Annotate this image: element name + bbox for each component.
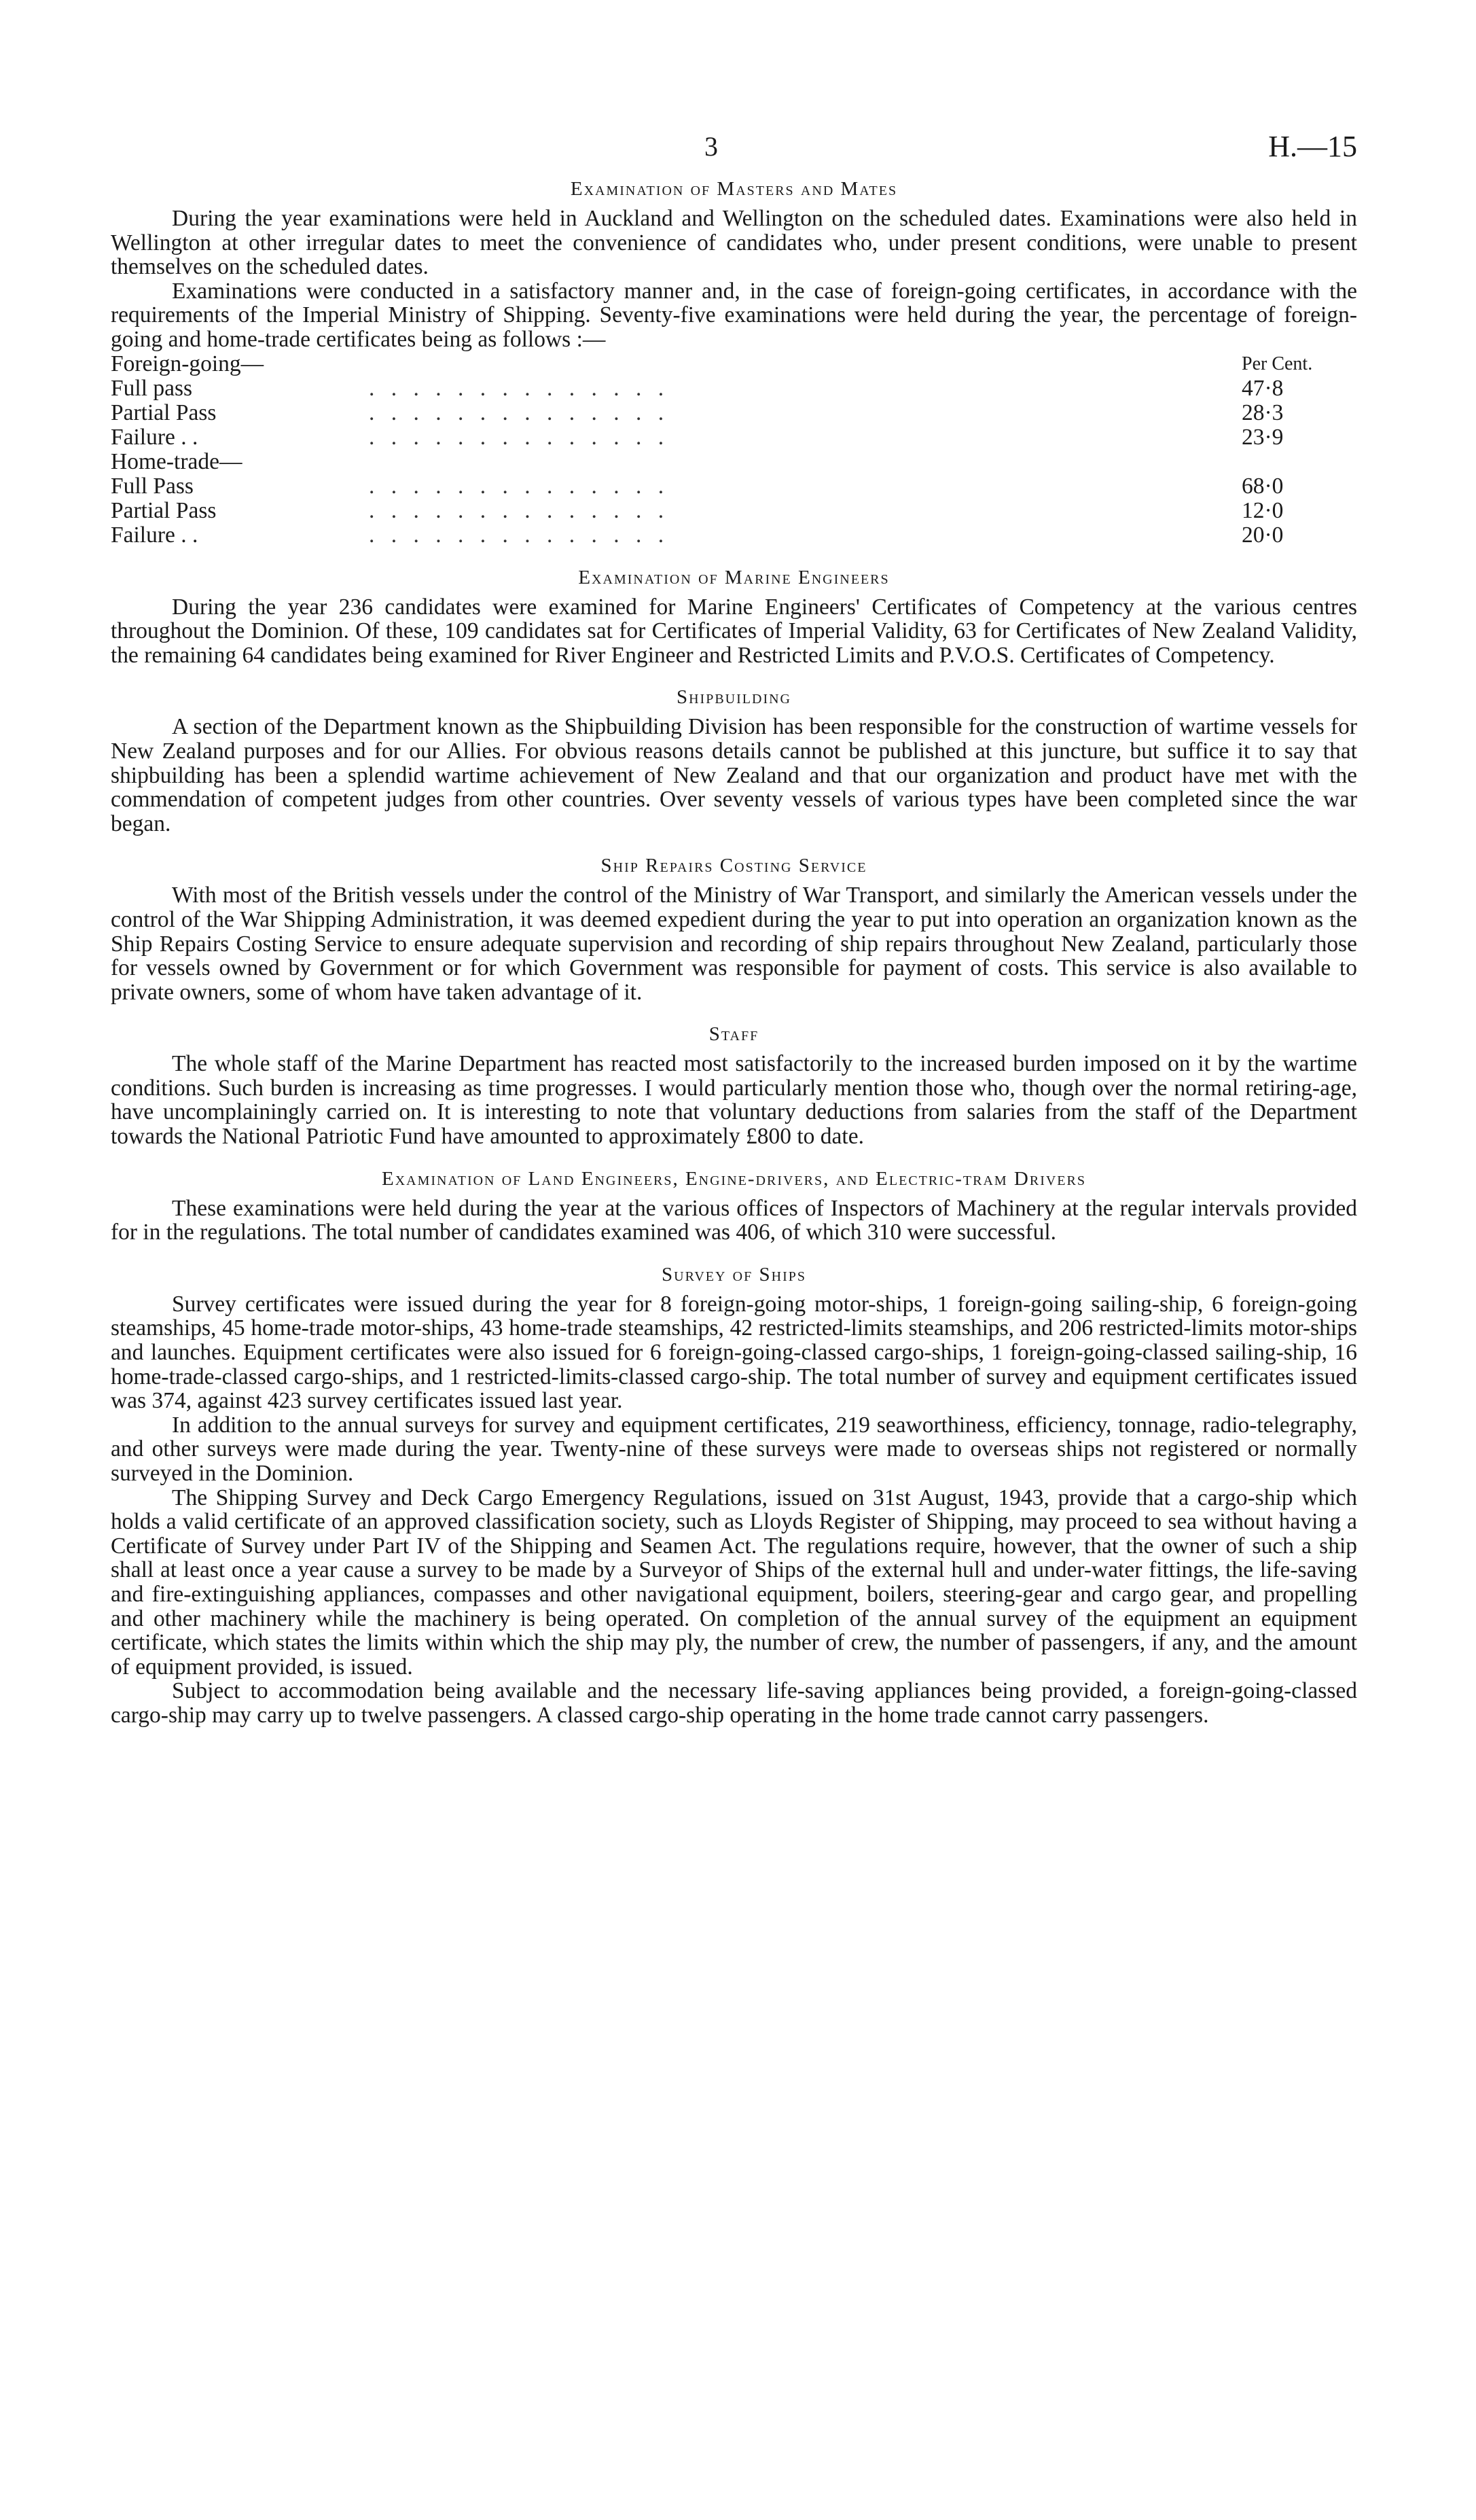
paragraph-survey-1: Survey certificates were issued during the year for 8 foreign-going motor-ships, 1 foreign-going sailing-ship, 6 foreign-going steamships, 45 home-trade motor-ships, 43 home-trade steamships, 42 restricted-limits steamships, and 206 restricted-limits motor-ships and launches. Equipment certificates were also issued for 6 foreign-going-classed cargo-ships, 1 foreign-going-classed sailing-ship, 16 home-trade-classed cargo-ships, and 1 restricted-limits-classed cargo-ship. The total number of survey and equipment certificates issued was 374, against 423 survey certificates issued last year. [111, 1291, 1357, 1414]
table-row [111, 401, 1357, 425]
dot-leaders: . . . . . . . . . . . . . . [369, 375, 670, 401]
group-label-foreign-going: Foreign-going— [111, 351, 264, 376]
row-label: Failure . . [111, 424, 198, 450]
paragraph-engineers-1: During the year 236 candidates were examined for Marine Engineers' Certificates of Competency at the various centres throughout the Dominion. Of these, 109 candidates sat for Certificates of Imperial Validity, 63 for Certificates of New Zealand Validity, the remaining 64 candidates being examined for River Engineer and Restricted Limits and P.V.O.S. Certificates of Competency. [111, 594, 1357, 668]
paragraph-staff-1: The whole staff of the Marine Department has reacted most satisfactorily to the increased burden imposed on it by the wartime conditions. Such burden is increasing as time progresses. I would particularly mention those who, though over the normal retiring-age, have uncomplainingly carried on. It is interesting to note that voluntary deductions from salaries from the staff of the Department towards the National Patriotic Fund have amounted to approximately £800 to date. [111, 1051, 1357, 1150]
row-value: 68·0 [1242, 473, 1284, 499]
section-masters-mates [111, 177, 1357, 548]
dot-leaders: . . . . . . . . . . . . . . [369, 497, 670, 523]
row-value: 12·0 [1242, 497, 1284, 523]
dot-leaders: . . . . . . . . . . . . . . [369, 400, 670, 425]
row-label: Partial Pass [111, 400, 217, 425]
section-title-masters-mates: Examination of Masters and Mates [570, 178, 898, 200]
section-ship-repairs [111, 853, 1357, 1004]
section-title-marine-engineers: Examination of Marine Engineers [578, 566, 890, 588]
row-value: 20·0 [1242, 522, 1284, 548]
paragraph-masters-1: During the year examinations were held in Auckland and Wellington on the scheduled dates. Examinations were also held in Wellington at other irregular dates to meet the convenience of candidates who, under present conditions, were unable to present themselves on the scheduled dates. [111, 206, 1357, 280]
row-value: 28·3 [1242, 400, 1284, 425]
paragraph-survey-2: In addition to the annual surveys for survey and equipment certificates, 219 seaworthiness, efficiency, tonnage, radio-telegraphy, and other surveys were made during the year. Twenty-nine of these surveys were made to overseas ships not registered or normally surveyed in the Dominion. [111, 1412, 1357, 1486]
report-page [111, 129, 1357, 1728]
section-title-staff: Staff [708, 1023, 759, 1046]
paragraph-masters-2: Examinations were conducted in a satisfactory manner and, in the case of foreign-going certificates, in accordance with the requirements of the Imperial Ministry of Shipping. Seventy-five examinations were held during the year, the percentage of foreign-going and home-trade certificates being as follows :— [111, 278, 1357, 352]
section-survey-of-ships [111, 1262, 1357, 1728]
table-row [111, 523, 1357, 548]
table-row [111, 376, 1357, 401]
table-row [111, 474, 1357, 499]
dot-leaders: . . . . . . . . . . . . . . [369, 473, 670, 499]
paragraph-repairs-1: With most of the British vessels under the control of the Ministry of War Transport, and similarly the American vessels under the control of the War Shipping Administration, it was deemed expedient during the year to put into operation an organization known as the Ship Repairs Costing Service to ensure adequate supervision and recording of ship repairs throughout New Zealand, particularly those for vessels owned by Government or for which Government was responsible for payment of costs. This service is also available to private owners, some of whom have taken advantage of it. [111, 883, 1357, 1005]
group-label-home-trade: Home-trade— [111, 448, 242, 474]
paragraph-land-1: These examinations were held during the year at the various offices of Inspectors of Machinery at the regular intervals provided for in the regulations. The total number of candidates examined was 406, of which 310 were successful. [111, 1195, 1357, 1245]
paragraph-survey-4: Subject to accommodation being available and the necessary life-saving appliances being provided, a foreign-going-classed cargo-ship may carry up to twelve passengers. A classed cargo-ship operating in the home trade cannot carry passengers. [111, 1678, 1357, 1728]
row-value: 23·9 [1242, 424, 1284, 450]
section-staff [111, 1022, 1357, 1148]
column-header-per-cent: Per Cent. [1242, 353, 1313, 374]
section-shipbuilding [111, 685, 1357, 836]
table-row [111, 499, 1357, 523]
dot-leaders: . . . . . . . . . . . . . . [369, 424, 670, 450]
table-group-row [111, 450, 1357, 474]
document-reference: H.—15 [1268, 130, 1357, 163]
certificate-percentage-table [111, 352, 1357, 548]
page-header [111, 129, 1357, 177]
row-label: Full Pass [111, 473, 194, 499]
row-label: Partial Pass [111, 497, 217, 523]
section-land-engineers [111, 1167, 1357, 1245]
section-title-survey-of-ships: Survey of Ships [662, 1263, 806, 1285]
table-header-row [111, 352, 1357, 376]
table-row [111, 425, 1357, 450]
row-value: 47·8 [1242, 375, 1284, 401]
section-marine-engineers [111, 565, 1357, 668]
section-title-ship-repairs: Ship Repairs Costing Service [600, 855, 867, 877]
page-number: 3 [704, 131, 718, 162]
row-label: Full pass [111, 375, 193, 401]
row-label: Failure . . [111, 522, 198, 548]
dot-leaders: . . . . . . . . . . . . . . [369, 522, 670, 548]
section-title-land-engineers: Examination of Land Engineers, Engine-drivers, and Electric-tram Drivers [382, 1167, 1086, 1190]
paragraph-shipbuilding-1: A section of the Department known as the Shipbuilding Division has been responsible for the construction of wartime vessels for New Zealand purposes and for our Allies. For obvious reasons details cannot be published at this juncture, but suffice it to say that shipbuilding has been a splendid wartime achievement of New Zealand and that our organization and product have met with the commendation of competent judges from other countries. Over seventy vessels of various types have been completed since the war began. [111, 714, 1357, 836]
paragraph-survey-3: The Shipping Survey and Deck Cargo Emergency Regulations, issued on 31st August, 1943, provide that a cargo-ship which holds a valid certificate of an approved classification society, such as Lloyds Register of Shipping, may proceed to sea without having a Certificate of Survey under Part IV of the Shipping and Seamen Act. The regulations require, however, that the owner of such a ship shall at least once a year cause a survey to be made by a Surveyor of Ships of the external hull and under-water fittings, the life-saving and fire-extinguishing appliances, compasses and other navigational equipment, boilers, steering-gear and cargo gear, and propelling and other machinery while the machinery is being operated. On completion of the annual survey of the equipment an equipment certificate, which states the limits within which the ship may ply, the number of crew, the number of passengers, if any, and the amount of equipment provided, is issued. [111, 1485, 1357, 1680]
section-title-shipbuilding: Shipbuilding [676, 686, 791, 709]
